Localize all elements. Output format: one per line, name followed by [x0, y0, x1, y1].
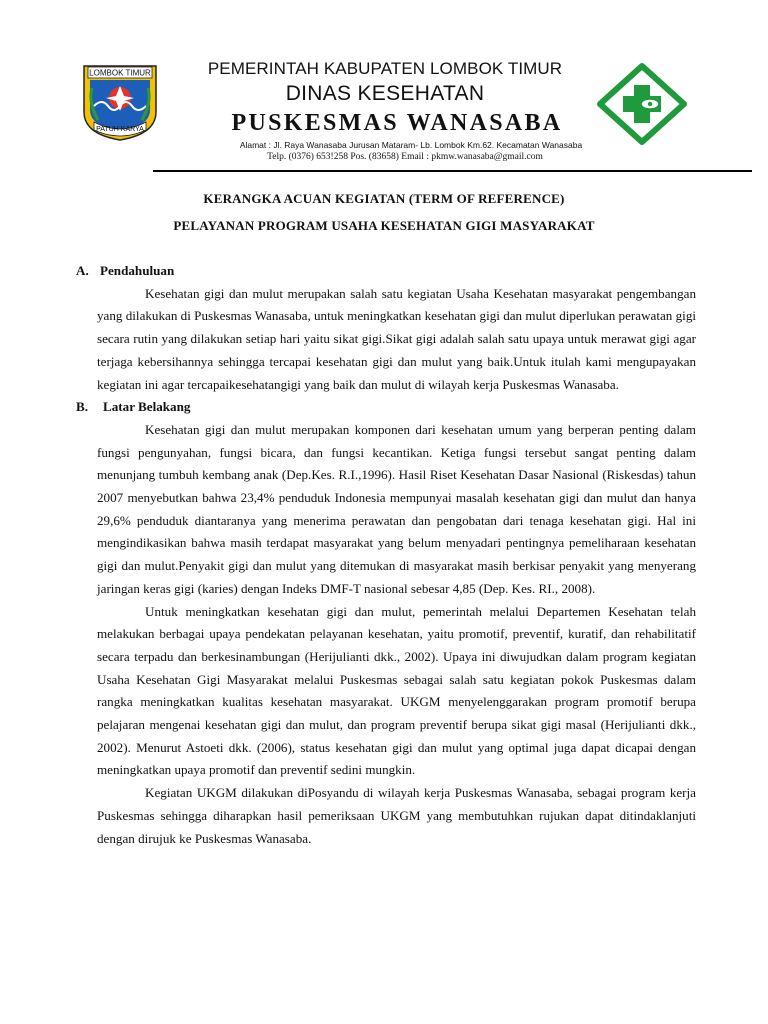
government-name: PEMERINTAH KABUPATEN LOMBOK TIMUR [207, 59, 563, 78]
puskesmas-cross-icon [596, 63, 688, 145]
institution-name: PUSKESMAS WANASABA [231, 110, 563, 136]
contact-text: Telp. (0376) 653!258 Pos. (83658) Email : pkmw.wanasaba@gmail.com [267, 152, 543, 162]
emblem-bottom-text: PATUH KARYA [96, 126, 144, 133]
paragraph: Untuk meningkatkan kesehatan gigi dan mulut, pemerintah melalui Departemen Kesehatan telah melakukan berbagai upaya pendekatan pelayanan kesehatan, yaitu promotif, preventif, kuratif, dan rehabilitatif secara terpadu dan berkesinambungan (Herijulianti dkk., 2002). Upaya ini diwujudkan dalam program kegiatan Usaha Kesehatan Gigi Masyarakat melalui Puskesmas sebagai salah satu kegiatan pokok Puskesmas dalam rangka meningkatkan kualitas kesehatan masyarakat. UKGM menyelenggarakan program promotif berupa pelajaran mengenai kesehatan gigi dan mulut, dan program preventif berupa sikat gigi masal (Herijulianti dkk., 2002). Menurut Astoeti dkk. (2006), status kesehatan gigi dan mulut yang optimal juga dapat dicapai dengan meningkatkan upaya promotif dan preventif sedini mungkin. [97, 603, 696, 778]
section-label: B. [76, 399, 89, 415]
document-subtitle: PELAYANAN PROGRAM USAHA KESEHATAN GIGI MASYARAKAT [173, 218, 595, 233]
paragraph: Kegiatan UKGM dilakukan diPosyandu di wilayah kerja Puskesmas Wanasaba, sebagai program kerja Puskesmas sehingga diharapkan hasil pemeriksaan UKGM yang membutuhkan rujukan dapat ditindaklanjuti dengan dirujuk ke Puskesmas Wanasaba. [97, 785, 696, 846]
section-heading [76, 396, 696, 419]
regency-emblem-icon [80, 62, 160, 142]
emblem-top-text: LOMBOK TIMUR [89, 68, 151, 78]
section-title: Latar Belakang [103, 399, 191, 415]
section-heading [76, 260, 696, 283]
document-title: KERANGKA ACUAN KEGIATAN (TERM OF REFERENCE) [203, 191, 565, 206]
paragraph: Kesehatan gigi dan mulut merupakan salah satu kegiatan Usaha Kesehatan masyarakat pengembangan yang dilakukan di Puskesmas Wanasaba, untuk meningkatkan kesehatan gigi dan mulut diperlukan perawatan gigi secara rutin yang dilakukan setiap hari yaitu sikat gigi.Sikat gigi adalah salah satu upaya untuk merawat gigi agar terjaga kebersihannya sehingga tercapai kesehatan gigi dan mulut yang baik.Untuk itulah kami mengupayakan kegiatan ini agar tercapaikesehatangigi yang baik dan mulut di wilayah kerja Puskesmas Wanasaba. [97, 285, 696, 392]
section-pendahuluan [76, 260, 696, 396]
letterhead-text [170, 58, 600, 163]
section-title: Pendahuluan [100, 263, 175, 278]
section-latar-belakang [76, 396, 696, 850]
document-body [76, 260, 696, 850]
section-label: A. [76, 263, 89, 278]
letterhead-divider [153, 170, 752, 172]
address-text: Alamat : Jl. Raya Wanasaba Jurusan Mataram- Lb. Lombok Km.62. Kecamatan Wanasaba [239, 140, 583, 150]
paragraph: Kesehatan gigi dan mulut merupakan komponen dari kesehatan umum yang berperan penting dalam fungsi pengunyahan, fungsi bicara, dan fungsi kecantikan. Ketiga fungsi tersebut sangat penting dalam menunjang tumbuh kembang anak (Dep.Kes. R.I.,1996). Hasil Riset Kesehatan Dasar Nasional (Riskesdas) tahun 2007 menyebutkan bahwa 23,4% penduduk Indonesia mempunyai masalah kesehatan gigi dan mulut dan hanya 29,6% penduduk diantaranya yang menerima perawatan dan pengobatan dari tenaga kesehatan gigi. Hal ini mengindikasikan bahwa masih terdapat masyarakat yang belum menyadari pentingnya pemeliharaan kesehatan gigi dan mulut.Penyakit gigi dan mulut yang ditemukan di masyarakat masih berkisar penyakit yang menyerang jaringan keras gigi (karies) dengan Indeks DMF-T nasional sebesar 4,85 (Dep. Kes. RI., 2008). [97, 421, 696, 596]
agency-name: DINAS KESEHATAN [285, 82, 485, 105]
letterhead [0, 0, 768, 180]
